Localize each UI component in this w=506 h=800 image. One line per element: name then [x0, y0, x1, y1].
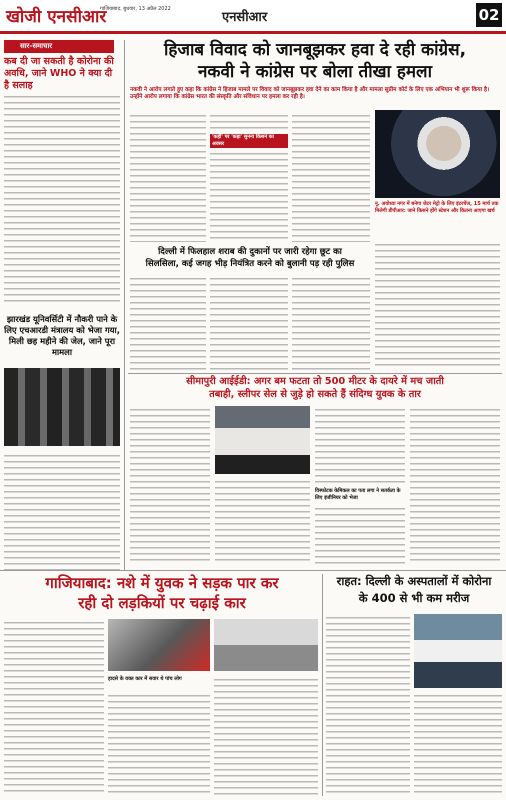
lead-text-col4: [292, 112, 370, 242]
bottom-divider: [322, 574, 323, 796]
hospital-photo: [414, 614, 502, 688]
ghaziabad-text-col3: [214, 676, 318, 795]
crash-photo-2: [214, 619, 318, 671]
crash-photo-1: [108, 619, 210, 671]
liquor-text-col2: [210, 275, 288, 370]
lead-text-col3: [210, 150, 288, 242]
bottom-top-rule: [0, 570, 506, 571]
ghaziabad-subhead: हादसे के वक्त कार में सवार थे पांच लोग: [108, 676, 182, 682]
brand-logo: खोजी एनसीआर: [6, 7, 107, 27]
left-column-headline: कब दी जा सकती है कोरोना की अवधि, जाने WHO ने क्या दी है सलाह: [4, 56, 114, 91]
lead-text-col2: [210, 112, 288, 132]
relief-text-col1: [326, 614, 410, 795]
lead-photo-caption: नू. अयोध्या नगर में बनेगा जेटर मेट्रो के लिए इंटरचेंज, 15 मार्च तक मिलेगी डीपीआर: जाने किसने होंगे स्टेशन और कितना आएगा खर्च: [375, 201, 499, 214]
jail-photo: [4, 368, 120, 446]
liquor-text-col3: [292, 275, 370, 370]
column-divider: [124, 40, 125, 570]
lead-subhead: 'कही' पर 'कहा' सुनना किसने का अवसर: [210, 134, 288, 148]
lead-headline-line2: नकवी ने कांग्रेस पर बोला तीखा हमला: [197, 62, 432, 82]
relief-headline-line1: राहत: दिल्ली के अस्पतालों में कोरोना: [336, 574, 492, 588]
jharkhand-headline: झारखंड यूनिवर्सिटी में नौकरी पाने के लिए एचआरडी मंत्रालय को भेजा गया, मिली छह महीने की जेल, जाने पूरा मामला: [4, 314, 120, 357]
jharkhand-text: [4, 452, 120, 570]
masthead: [0, 0, 506, 34]
ghaziabad-headline-line2: रही दो लड़कियों पर चढ़ाई कार: [78, 594, 246, 612]
page-number: 02: [476, 3, 502, 27]
seelampur-text-col1: [130, 406, 210, 564]
left-column-text: [4, 93, 120, 303]
ghaziabad-text-col1: [4, 619, 104, 795]
liquor-headline-line2: सिलसिला, कई जगह भीड़ नियंत्रित करने को बुलानी पड़ रही पुलिस: [145, 259, 355, 269]
dateline: गाजियाबाद, बुधवार, 13 अप्रैल 2022: [100, 6, 171, 12]
liquor-headline-line1: दिल्ली में फिलहाल शराब की दुकानों पर जारी रहेगा छूट का: [158, 247, 342, 257]
ghaziabad-headline-line1: गाजियाबाद: नशे में युवक ने सड़क पार कर: [45, 574, 279, 592]
lead-deck: नकवी ने आरोप लगाते हुए कहा कि कांग्रेस ने हिजाब मामले पर विवाद को जानबूझकर हवा देने का काम किया है और मामला सुप्रीम कोर्ट के लिए एक अभियान भी शुरू किया है। उन्होंने आरोप लगाया कि कांग्रेस भारत की संस्कृति और संविधान पर हमला कर रही है।: [130, 87, 490, 101]
lead-text-col1: [130, 112, 206, 242]
ghaziabad-text-col2: [108, 692, 210, 795]
leader-portrait: [375, 110, 500, 198]
seelampur-text-col5: [410, 406, 500, 564]
relief-text-col2: [414, 692, 502, 795]
seelampur-headline-line2: तबाही, स्लीपर सेल से जुड़े हो सकते हैं संदिग्ध युवक के तार: [209, 389, 421, 400]
seelampur-text-col3: [315, 406, 405, 486]
police-car-photo: [215, 406, 310, 474]
seelampur-text-col2: [215, 478, 310, 564]
liquor-text-col1: [130, 275, 206, 370]
seelampur-text-col4: [315, 505, 405, 564]
lead-text-col5: [375, 241, 500, 369]
left-column-tag: सार-समाचार: [4, 40, 114, 53]
relief-headline-line2: के 400 से भी कम मरीज: [358, 591, 470, 605]
section-name: एनसीआर: [222, 10, 268, 25]
seelampur-headline-line1: सीमापुरी आईईडी: अगर बम फटता तो 500 मीटर के दायरे में मच जाती: [186, 376, 444, 387]
seelampur-subhead: विस्फोटक केमिकल का पता लगा ने सतर्कता के लिए इंजीनियर को भेजा: [315, 488, 401, 501]
lead-headline-line1: हिजाब विवाद को जानबूझकर हवा दे रही कांग्रेस,: [163, 40, 467, 60]
seelampur-top-rule: [128, 373, 502, 374]
